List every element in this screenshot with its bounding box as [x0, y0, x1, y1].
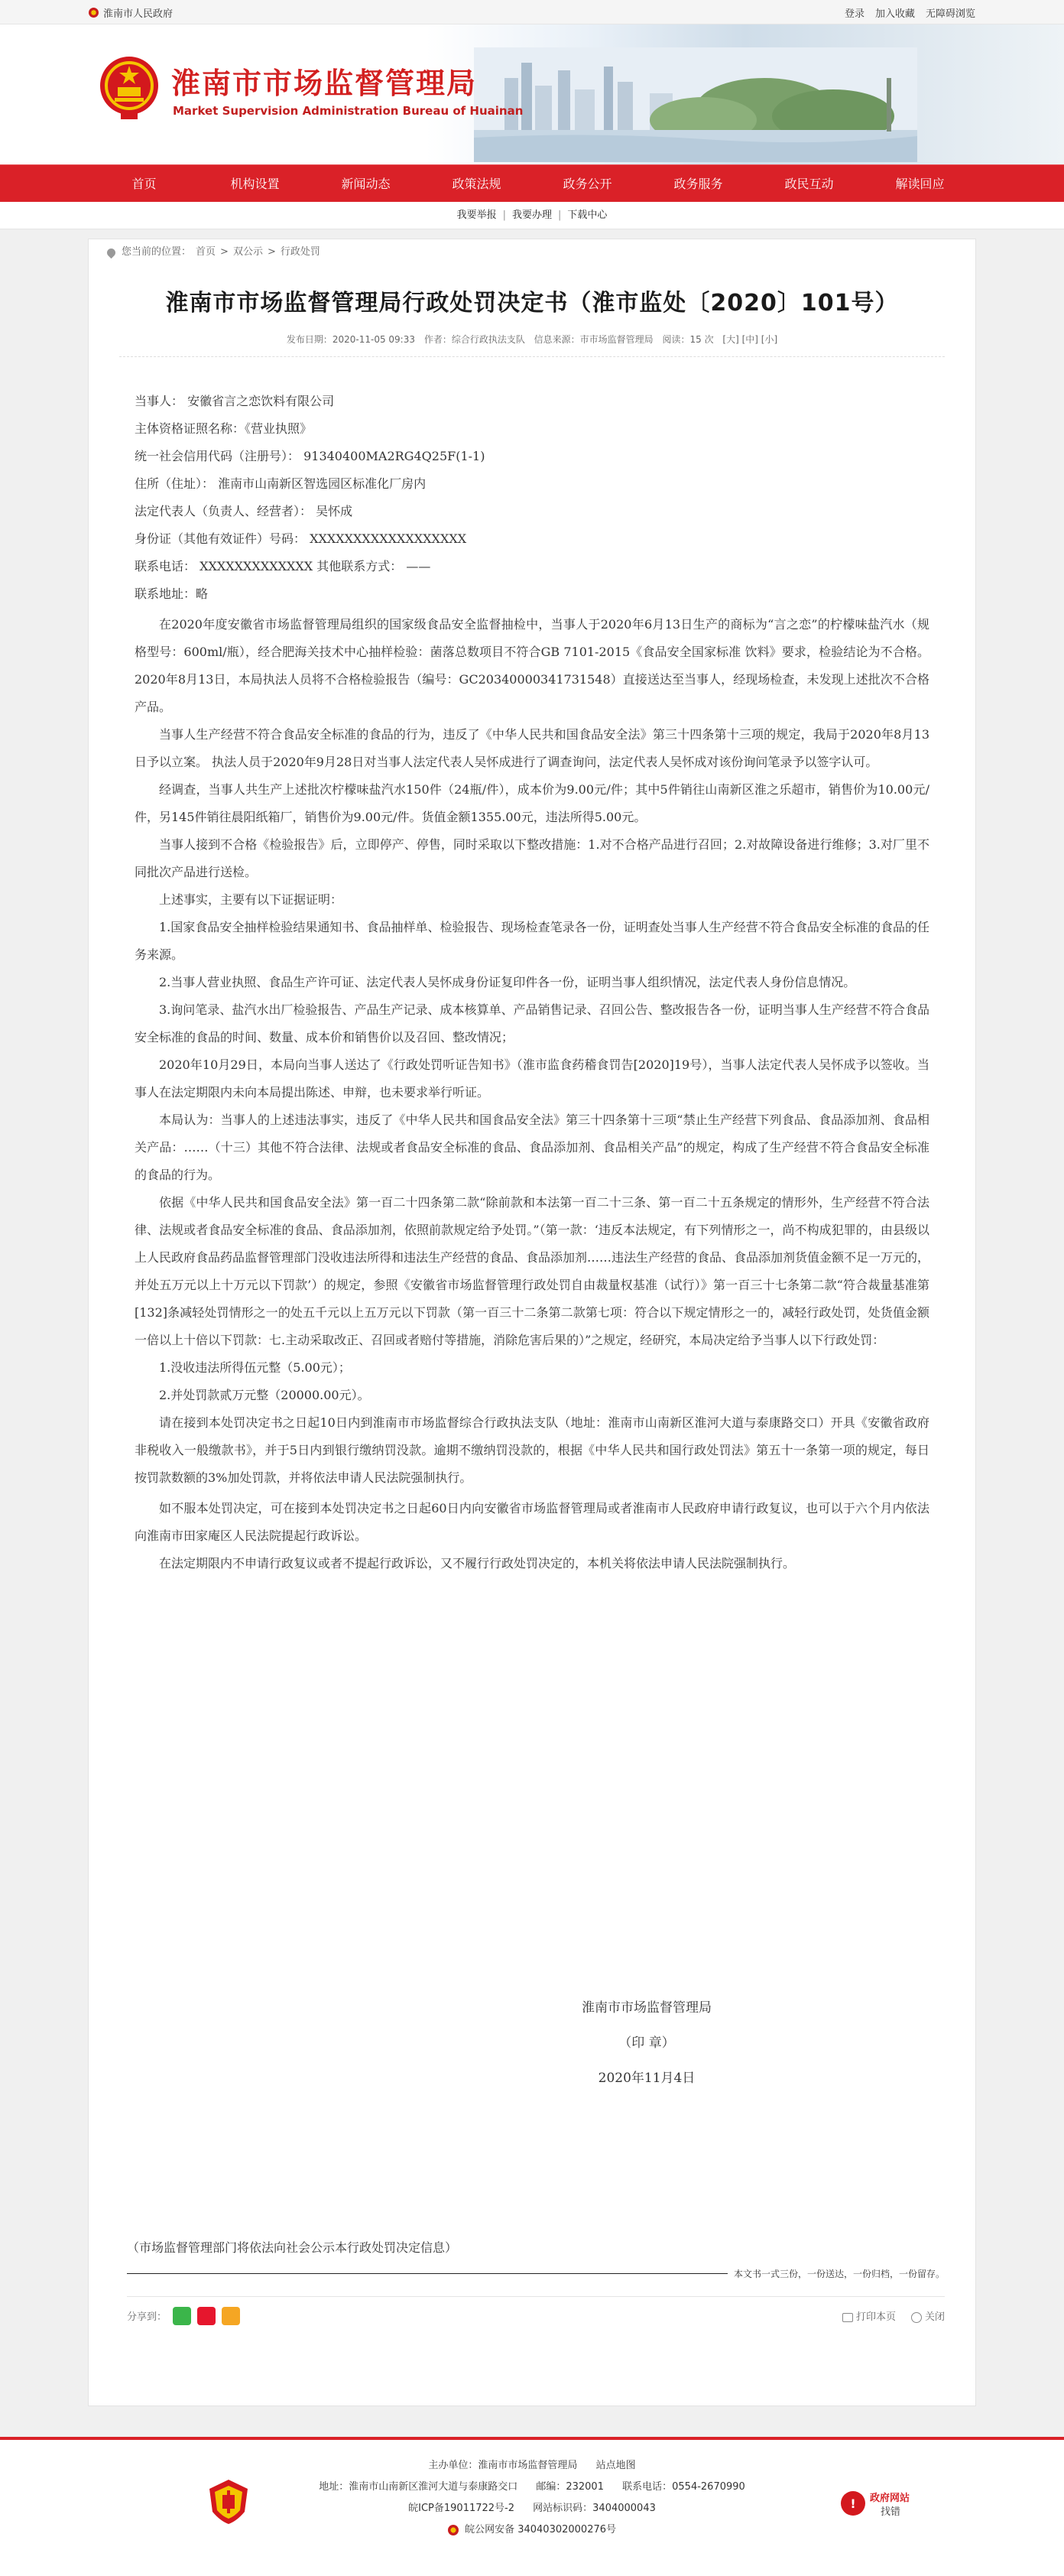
nav-item-organization[interactable]: 机构设置: [230, 177, 280, 191]
footer-address: 地址：淮南市山南新区淮河大道与泰康路交口: [319, 2481, 518, 2493]
site-banner: [0, 24, 1064, 164]
close-label: 关闭: [924, 2311, 945, 2323]
download-center-link[interactable]: 下载中心: [567, 210, 608, 221]
breadcrumb: [89, 239, 975, 265]
add-favorite-link[interactable]: 加入收藏: [874, 8, 915, 20]
issuing-org: 淮南市市场监督管理局: [582, 2000, 712, 2016]
body-paragraph: 如不服本处罚决定，可在接到本处罚决定书之日起60日内向安徽省市场监督管理局或者淮南市人民政府申请行政复议，也可以于六个月内依法向淮南市田家庵区人民法院提起行政诉讼。: [135, 1501, 929, 1543]
handle-link[interactable]: 我要办理: [511, 210, 552, 221]
badge-line1: 政府网站: [870, 2493, 910, 2504]
location-pin-icon: [105, 246, 118, 258]
font-size-switch[interactable]: [大] [中] [小]: [722, 334, 778, 345]
printer-icon: [842, 2313, 853, 2322]
breadcrumb-sep: >: [220, 246, 229, 258]
divider: |: [558, 210, 562, 221]
party-info-line: 联系地址：略: [135, 586, 209, 601]
seal-text: （印 章）: [618, 2035, 675, 2051]
nav-item-home[interactable]: 首页: [131, 177, 157, 191]
nav-item-disclosure[interactable]: 政务公开: [563, 177, 612, 191]
page-title: 淮南市市场监督管理局行政处罚决定书（淮市监处〔2020〕101号）: [165, 290, 899, 317]
national-emblem-logo: [98, 52, 161, 122]
public-notice: （市场监督管理部门将依法向社会公示本行政处罚决定信息）: [127, 2240, 458, 2255]
body-paragraph: 在2020年度安徽省市场监督管理局组织的国家级食品安全监督抽检中，当事人于2020年6月13日生产的商标为“言之恋”的柠檬味盐汽水（规格型号：600ml/瓶），经合肥海关技术中心抽样检验：菌落总数项目不符合GB 7101-2015《食品安全国家标准 饮料》要求，检验结论为不合格。2020年8月13日，本局执法人员将不合格检验报告（编号：GC20340000341731548）直接送达至当事人，经现场检查，未发现上述批次不合格产品。: [135, 617, 929, 714]
close-button[interactable]: [911, 2308, 945, 2323]
report-link[interactable]: 我要举报: [456, 210, 497, 221]
breadcrumb-public-notice[interactable]: 双公示: [232, 246, 263, 258]
copy-note: 本文书一式三份，一份送达，一份归档，一份留存。: [728, 2267, 945, 2280]
nav-item-services[interactable]: 政务服务: [673, 177, 723, 191]
wechat-icon[interactable]: [173, 2307, 191, 2325]
site-title: 淮南市市场监督管理局: [171, 67, 478, 100]
body-paragraph: 2.并处罚款贰万元整（20000.00元）。: [159, 1388, 370, 1402]
footer-postcode: 邮编：232001: [536, 2481, 604, 2493]
party-info-line: 法定代表人（负责人、经营者）： 吴怀成: [135, 504, 353, 518]
accessible-browse-link[interactable]: 无障碍浏览: [925, 8, 975, 20]
qzone-icon[interactable]: [222, 2307, 240, 2325]
gov-link[interactable]: 淮南市人民政府: [103, 8, 174, 20]
article-panel: [88, 239, 976, 2406]
body-paragraph: 当事人接到不合格《检验报告》后，立即停产、停售，同时采取以下整改措施：1.对不合格产品进行召回；2.对故障设备进行维修；3.对厂里不同批次产品进行送检。: [135, 837, 929, 879]
breadcrumb-sep: >: [267, 246, 276, 258]
main-nav: [0, 164, 1064, 202]
body-paragraph: 本局认为：当事人的上述违法事实，违反了《中华人民共和国食品安全法》第三十四条第十三项“禁止生产经营下列食品、食品添加剂、食品相关产品：……（十三）其他不符合法律、法规或者食品安全标准的食品、食品添加剂、食品相关产品”的规定，构成了生产经营不符合食品安全标准的食品的行为。: [135, 1113, 929, 1182]
site-code: 网站标识码：3404000043: [533, 2503, 656, 2514]
share-icons: [173, 2307, 240, 2325]
party-info-line: 身份证（其他有效证件）号码： XXXXXXXXXXXXXXXXXX: [135, 531, 467, 546]
page-actions: [842, 2308, 945, 2323]
site-subtitle: Market Supervision Administration Bureau of Huainan: [173, 104, 524, 118]
body-paragraph: 1.国家食品安全抽样检验结果通知书、食品抽样单、检验报告、现场检查笔录各一份，证明查处当事人生产经营不符合食品安全标准的食品的任务来源。: [135, 920, 929, 962]
party-info: [135, 388, 929, 608]
party-info-line: 联系电话： XXXXXXXXXXXXX 其他联系方式： ——: [135, 559, 431, 573]
gov-link-group: [89, 5, 173, 20]
signature-block: [89, 1990, 975, 2096]
weibo-icon[interactable]: [197, 2307, 216, 2325]
content-wrapper: [0, 239, 1064, 2437]
party-info-line: 统一社会信用代码（注册号）： 91340400MA2RG4Q25F(1-1): [135, 449, 485, 463]
nav-item-news[interactable]: 新闻动态: [341, 177, 391, 191]
divider: |: [502, 210, 506, 221]
print-button[interactable]: [842, 2308, 896, 2323]
party-info-line: 住所（住址）： 淮南市山南新区智选园区标准化厂房内: [135, 476, 427, 491]
icp-link[interactable]: 皖ICP备19011722号-2: [408, 2503, 515, 2514]
share-bar: [127, 2296, 945, 2334]
nav-item-policy[interactable]: 政策法规: [452, 177, 501, 191]
source: 信息来源：市市场监督管理局: [534, 334, 654, 345]
body-paragraph: 3.询问笔录、盐汽水出厂检验报告、产品生产记录、成本核算单、产品销售记录、召回公告、整改报告各一份，证明当事人生产经营不符合食品安全标准的食品的时间、数量、成本价和销售价以及召回、整改情况；: [135, 1002, 929, 1044]
national-emblem-icon: [89, 8, 99, 18]
police-badge-icon: [448, 2525, 459, 2535]
body-paragraph: 经调查，当事人共生产上述批次柠檬味盐汽水150件（24瓶/件），成本价为9.00元/件；其中5件销往山南新区淮之乐超市，销售价为10.00元/件，另145件销往晨阳纸箱厂，销售价为9.00元/件。货值金额1355.00元，违法所得5.00元。: [135, 782, 929, 824]
gov-site-error-badge[interactable]: [838, 2486, 929, 2521]
badge-glyph: !: [850, 2496, 856, 2511]
close-icon: [911, 2312, 922, 2323]
breadcrumb-penalty[interactable]: 行政处罚: [280, 246, 320, 258]
body-paragraph: 上述事实，主要有以下证据证明：: [159, 892, 343, 907]
article-body: [89, 357, 975, 1577]
nav-item-interaction[interactable]: 政民互动: [784, 177, 834, 191]
body-paragraph: 1.没收违法所得伍元整（5.00元）；: [159, 1360, 351, 1375]
publish-date: 发布日期：2020-11-05 09:33: [286, 334, 415, 345]
top-actions: [845, 5, 975, 20]
top-bar: [0, 0, 1064, 24]
sitemap-link[interactable]: 站点地图: [595, 2460, 636, 2471]
party-info-line: 主体资格证照名称：《营业执照》: [135, 421, 313, 436]
body-paragraph: 2020年10月29日，本局向当事人送达了《行政处罚听证告知书》（淮市监食药稽食罚告[2020]19号），当事人法定代表人吴怀成予以签收。当事人在法定期限内未向本局提出陈述、申辩，也未要求举行听证。: [135, 1057, 929, 1100]
view-count: 阅读：15 次: [662, 334, 714, 345]
badge-line2: 找错: [881, 2506, 901, 2518]
body-paragraph: 当事人生产经营不符合食品安全标准的食品的行为，违反了《中华人民共和国食品安全法》第三十四条第十三项的规定，我局于2020年8月13日予以立案。 执法人员于2020年9月28日对当事人法定代表人吴怀成进行了调查询问，法定代表人吴怀成对该份询问笔录予以签字认可。: [135, 727, 929, 769]
party-info-line: 当事人： 安徽省言之恋饮料有限公司: [135, 394, 335, 408]
breadcrumb-prefix: 您当前的位置：: [122, 246, 192, 258]
quick-links-bar: [0, 202, 1064, 229]
footer-phone: 联系电话：0554-2670990: [622, 2481, 745, 2493]
site-footer: [0, 2437, 1064, 2573]
share-label: 分享到：: [127, 2311, 167, 2323]
police-record-link[interactable]: 皖公网安备 34040302000276号: [465, 2524, 617, 2535]
print-label: 打印本页: [855, 2311, 896, 2323]
nav-item-interpretation[interactable]: 解读回应: [895, 177, 945, 191]
body-paragraph: 依据《中华人民共和国食品安全法》第一百二十四条第二款“除前款和本法第一百二十三条、第一百二十五条规定的情形外，生产经营不符合法律、法规或者食品安全标准的食品、食品添加剂，依照前款规定给予处罚。”（第一款：‘违反本法规定，有下列情形之一，尚不构成犯罪的，由县级以上人民政府食品药品监督管理部门没收违法所得和违法生产经营的食品、食品添加剂……违法生产经营的食品、食品添加剂货值金额不足一万元的，并处五万元以上十万元以下罚款’）的规定，参照《安徽省市场监督管理行政处罚自由裁量权基准（试行）》第一百三十七条第二款“符合裁量基准第[132]条减轻处罚情形之一的处五千元以上五万元以下罚款（第一百三十二条第二款第七项：符合以下规定情形之一的，减轻行政处罚，处货值金额一倍以上十倍以下罚款：七.主动采取改正、召回或者赔付等措施，消除危害后果的）”之规定，经研究，本局决定给予当事人以下行政处罚：: [135, 1195, 930, 1347]
breadcrumb-home[interactable]: 首页: [196, 246, 216, 258]
body-paragraph: 在法定期限内不申请行政复议或者不提起行政诉讼，又不履行行政处罚决定的，本机关将依法申请人民法院强制执行。: [159, 1556, 796, 1571]
footer-line-host: [89, 2455, 975, 2477]
login-link[interactable]: 登录: [844, 8, 864, 20]
host-org: 主办单位：淮南市市场监督管理局: [428, 2460, 578, 2471]
issue-date: 2020年11月4日: [598, 2071, 696, 2086]
article-meta: [119, 333, 945, 357]
footer-line-police: [89, 2519, 975, 2541]
spacer: [0, 229, 1064, 239]
author: 作者：综合行政执法支队: [423, 334, 525, 345]
body-paragraph: 请在接到本处罚决定书之日起10日内到淮南市市场监督综合行政执法支队（地址：淮南市山南新区淮河大道与泰康路交口）开具《安徽省政府非税收入一般缴款书》，并于5日内到银行缴纳罚没款。逾期不缴纳罚没款的，根据《中华人民共和国行政处罚法》第五十一条第一项的规定，每日按罚款数额的3%加处罚款，并将依法申请人民法院强制执行。: [135, 1415, 929, 1485]
body-paragraph: 2.当事人营业执照、食品生产许可证、法定代表人吴怀成身份证复印件各一份，证明当事人组织情况，法定代表人身份信息情况。: [159, 975, 856, 989]
